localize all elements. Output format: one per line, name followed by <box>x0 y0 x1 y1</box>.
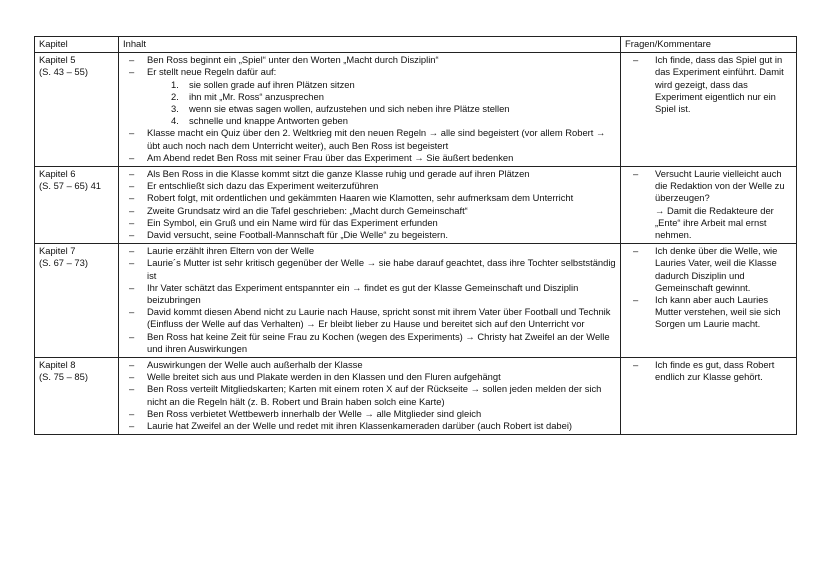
table-row <box>35 358 797 435</box>
chapter-pages: (S. 43 – 55) <box>39 66 88 78</box>
list-item: – Ben Ross verbietet Wettbewerb innerhalb der Welle → alle Mitglieder sind gleich <box>123 408 616 420</box>
chapter-title: Kapitel 6 <box>39 168 76 180</box>
chapter-title: Kapitel 5 <box>39 54 76 66</box>
chapter-pages: (S. 57 – 65) 41 <box>39 180 102 192</box>
list-item: – Robert folgt, mit ordentlichen und gekämmten Haaren wie Klamotten, sehr aufmerksam dem Unterricht <box>123 192 616 204</box>
list-item: – Als Ben Ross in die Klasse kommt sitzt die ganze Klasse ruhig und gerade auf ihren Plätzen <box>123 168 616 180</box>
list-item: – Laurie hat Zweifel an der Welle und redet mit ihren Klassenkameraden darüber (auch Robert ist dabei) <box>123 420 616 432</box>
list-item: – Am Abend redet Ben Ross mit seiner Frau über das Experiment → Sie äußert bedenken <box>123 152 616 164</box>
list-item: – Laurie´s Mutter ist sehr kritisch gegenüber der Welle → sie habe darauf geachtet, dass ihre Tochter selbstständig ist <box>123 257 616 281</box>
chapter-cell <box>35 244 119 358</box>
list-item: – Welle breitet sich aus und Plakate werden in den Klassen und den Fluren aufgehängt <box>123 371 616 383</box>
list-item: – David kommt diesen Abend nicht zu Laurie nach Hause, spricht sonst mit ihrem Vater über Football und Technik (Einfluss der Welle auf das Verhalten) → Er bleibt lieber zu Hause und bereitet sich auf den Unterricht vor <box>123 306 616 330</box>
content-cell <box>119 167 621 244</box>
chapter-title: Kapitel 7 <box>39 245 76 257</box>
rule-item: 2. ihn mit „Mr. Ross“ anzusprechen <box>171 90 324 102</box>
list-item: – Zweite Grundsatz wird an die Tafel geschrieben: „Macht durch Gemeinschaft“ <box>123 205 616 217</box>
comment-cell <box>621 244 797 358</box>
comment-extra: → Damit die Redakteure der „Ente“ ihre Arbeit mal ernst nehmen. <box>655 204 774 241</box>
list-item: – Auswirkungen der Welle auch außerhalb der Klasse <box>123 359 616 371</box>
content-cell <box>119 244 621 358</box>
comment-item: – Ich finde es gut, dass Robert endlich zur Klasse gehört. <box>625 359 792 383</box>
header-kapitel: Kapitel <box>35 37 119 53</box>
comment-item <box>625 168 792 241</box>
list-item: – Ben Ross beginnt ein „Spiel“ unter den Worten „Macht durch Disziplin“ <box>123 54 616 66</box>
chapter-title: Kapitel 8 <box>39 359 76 371</box>
comment-item: – Ich denke über die Welle, wie Lauries Vater, weil die Klasse dadurch Disziplin und Gemeinschaft gewinnt. <box>625 245 792 294</box>
list-item-text: Er stellt neue Regeln dafür auf: <box>147 66 277 78</box>
list-item: – Laurie erzählt ihren Eltern von der Welle <box>123 245 616 257</box>
comment-item: – Ich finde, dass das Spiel gut in das Experiment einführt. Damit wird gezeigt, dass das Experiment eigentlich nur ein Spiel ist. <box>625 54 792 115</box>
chapter-table <box>34 36 797 435</box>
comment-item: – Ich kann aber auch Lauries Mutter verstehen, weil sie sich Sorgen um Laurie macht. <box>625 294 792 331</box>
chapter-cell <box>35 358 119 435</box>
chapter-cell <box>35 53 119 167</box>
chapter-pages: (S. 67 – 73) <box>39 257 88 269</box>
table-row <box>35 244 797 358</box>
comment-cell <box>621 167 797 244</box>
comment-cell <box>621 53 797 167</box>
list-item: – Ben Ross verteilt Mitgliedskarten; Karten mit einem roten X auf der Rückseite → sollen jeden melden der sich nicht an die Regeln hält (z. B. Robert und Brain haben solch eine Karte) <box>123 383 616 407</box>
table-row <box>35 53 797 167</box>
rules-list <box>147 79 616 128</box>
list-item: – Er entschließt sich dazu das Experiment weiterzuführen <box>123 180 616 192</box>
header-row <box>35 37 797 53</box>
content-cell <box>119 358 621 435</box>
list-item: – Ben Ross hat keine Zeit für seine Frau zu Kochen (wegen des Experiments) → Christy hat Zweifel an der Welle und ihren Auswirkungen <box>123 331 616 355</box>
table-row <box>35 167 797 244</box>
list-item: – Ein Symbol, ein Gruß und ein Name wird für das Experiment erfunden <box>123 217 616 229</box>
rule-item: 3. wenn sie etwas sagen wollen, aufzustehen und sich neben ihre Plätze stellen <box>171 103 510 115</box>
header-inhalt: Inhalt <box>119 37 621 53</box>
chapter-pages: (S. 75 – 85) <box>39 371 88 383</box>
list-item: – Klasse macht ein Quiz über den 2. Weltkrieg mit den neuen Regeln → alle sind begeistert (vor allem Robert → übt auch noch nach dem Unterricht weiter), auch Ben Ross ist begeistert <box>123 127 616 151</box>
content-cell <box>119 53 621 167</box>
list-item: – Ihr Vater schätzt das Experiment entspannter ein → findet es gut der Klasse Gemeinschaft und Disziplin beizubringen <box>123 282 616 306</box>
chapter-cell <box>35 167 119 244</box>
comment-text: Versucht Laurie vielleicht auch die Redaktion von der Welle zu überzeugen? <box>655 168 785 204</box>
rule-item: 1. sie sollen grade auf ihren Plätzen sitzen <box>171 78 355 90</box>
list-item: – David versucht, seine Football-Mannschaft für „Die Welle“ zu begeistern. <box>123 229 616 241</box>
list-item <box>123 66 616 127</box>
header-fragen: Fragen/Kommentare <box>621 37 797 53</box>
comment-cell <box>621 358 797 435</box>
rule-item: 4. schnelle und knappe Antworten geben <box>171 115 348 127</box>
